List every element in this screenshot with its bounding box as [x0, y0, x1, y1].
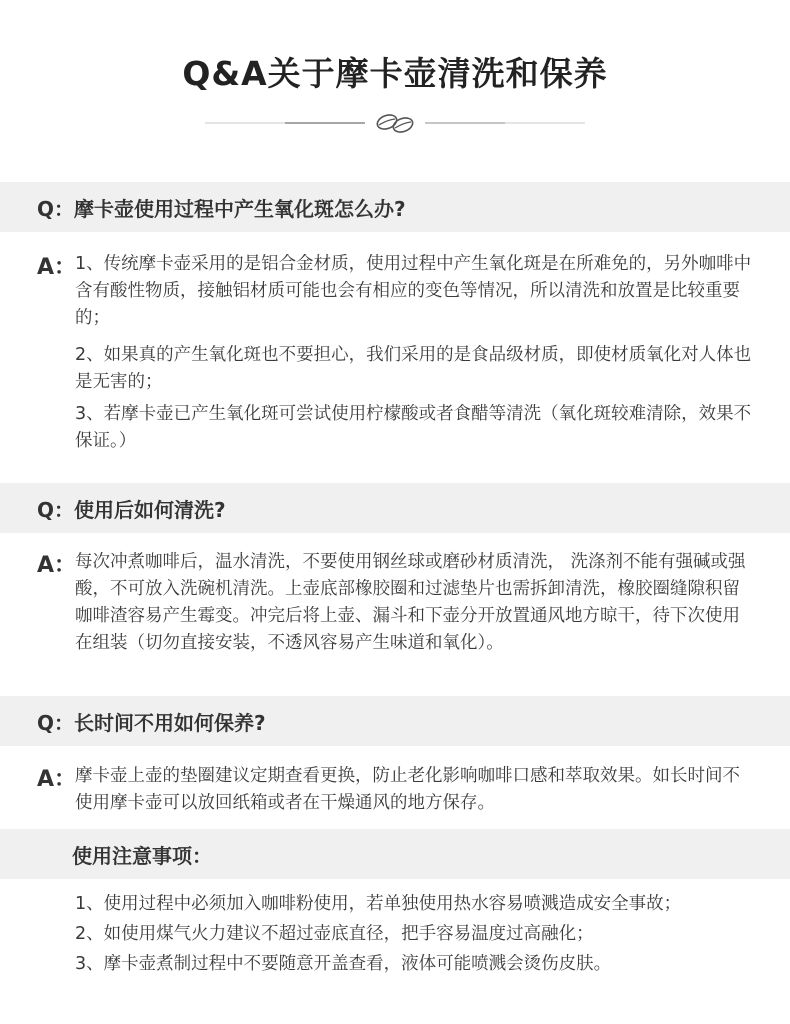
- question-1: Q：摩卡壶使用过程中产生氧化斑怎么办?: [37, 196, 406, 221]
- page-title: Q&A关于摩卡壶清洗和保养: [182, 54, 608, 93]
- note-item-2: 2、如使用煤气火力建议不超过壶底直径，把手容易温度过高融化；: [75, 924, 594, 944]
- question-2: Q：使用后如何清洗?: [37, 497, 226, 522]
- question-bar-3: [0, 696, 790, 746]
- question-3: Q：长时间不用如何保养?: [37, 710, 266, 735]
- answer-1-paragraph-3: 3、若摩卡壶已产生氧化斑可尝试使用柠檬酸或者食醋等清洗（氧化斑较难清除，效果不保证。）: [75, 404, 752, 451]
- note-item-1: 1、使用过程中必须加入咖啡粉使用，若单独使用热水容易喷溅造成安全事故；: [75, 894, 682, 914]
- coffee-beans-icon: [205, 108, 585, 138]
- answer-label-3: A：: [37, 767, 77, 792]
- answer-2-paragraph-1: 每次冲煮咖啡后，温水清洗，不要使用钢丝球或磨砂材质清洗， 洗涤剂不能有强碱或强酸，不可放入洗碗机清洗。上壶底部橡胶圈和过滤垫片也需拆卸清洗，橡胶圈缝隙积留咖啡渣容易产生霉变。冲完后将上壶、漏斗和下壶分开放置通风地方晾干，待下次使用在组装（切勿直接安装，不透风容易产生味道和氧化）。: [75, 552, 746, 653]
- answer-label-2: A：: [37, 553, 77, 578]
- notes-bar: [0, 829, 790, 879]
- answer-label-1: A：: [37, 255, 77, 280]
- question-bar-2: [0, 483, 790, 533]
- question-bar-1: [0, 182, 790, 232]
- notes-title: 使用注意事项：: [72, 843, 212, 868]
- answer-3-paragraph-1: 摩卡壶上壶的垫圈建议定期查看更换，防止老化影响咖啡口感和萃取效果。如长时间不使用摩卡壶可以放回纸箱或者在干燥通风的地方保存。: [75, 766, 740, 813]
- note-item-3: 3、摩卡壶煮制过程中不要随意开盖查看，液体可能喷溅会烫伤皮肤。: [75, 954, 612, 974]
- answer-1-paragraph-1: 1、传统摩卡壶采用的是铝合金材质，使用过程中产生氧化斑是在所难免的，另外咖啡中含有酸性物质，接触铝材质可能也会有相应的变色等情况，所以清洗和放置是比较重要的；: [75, 254, 752, 328]
- answer-1-paragraph-2: 2、如果真的产生氧化斑也不要担心，我们采用的是食品级材质，即使材质氧化对人体也是无害的；: [75, 345, 752, 392]
